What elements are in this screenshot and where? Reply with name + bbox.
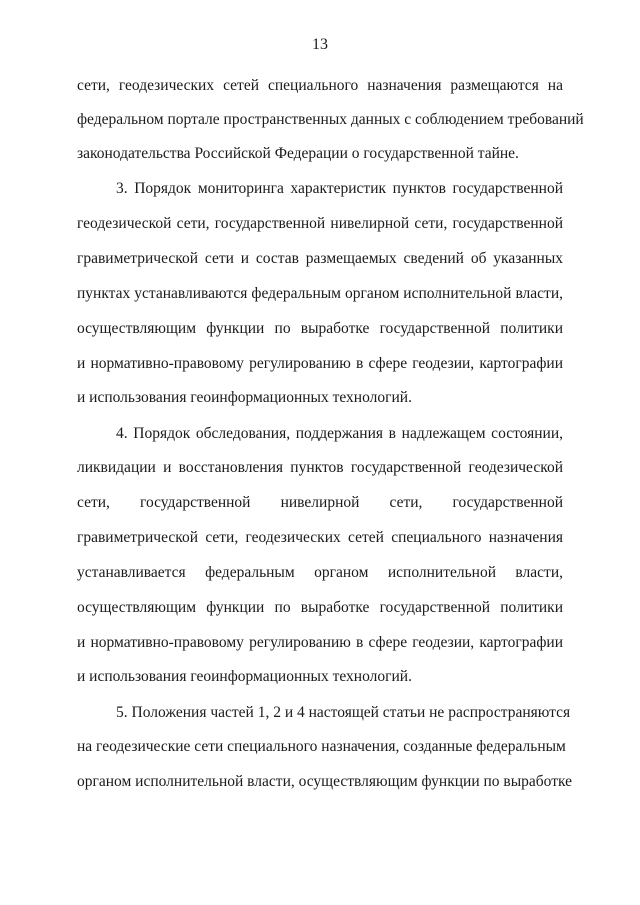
text-line: 5. Положения частей 1, 2 и 4 настоящей статьи не распространяются	[116, 704, 571, 721]
text-line: пунктах устанавливаются федеральным органом исполнительной власти,	[77, 285, 563, 302]
page-number: 13	[312, 36, 328, 53]
text-line: 4. Порядок обследования, поддержания в надлежащем состоянии,	[116, 425, 563, 442]
text-line: гравиметрической сети и состав размещаемых сведений об указанных	[77, 250, 563, 267]
text-line: законодательства Российской Федерации о государственной тайне.	[77, 145, 519, 162]
text-line: 3. Порядок мониторинга характеристик пунктов государственной	[116, 180, 563, 197]
text-line: осуществляющим функции по выработке государственной политики	[77, 320, 563, 337]
text-line: и нормативно-правовому регулированию в сфере геодезии, картографии	[77, 634, 563, 651]
text-line: федеральном портале пространственных данных с соблюдением требований	[77, 111, 584, 128]
text-line: и использования геоинформационных технологий.	[77, 668, 412, 685]
text-line: сети, государственной нивелирной сети, государственной	[77, 494, 563, 511]
text-line: органом исполнительной власти, осуществляющим функции по выработке	[77, 773, 573, 790]
text-line: ликвидации и восстановления пунктов государственной геодезической	[77, 459, 563, 476]
text-line: осуществляющим функции по выработке государственной политики	[77, 599, 563, 616]
text-line: и использования геоинформационных технологий.	[77, 389, 412, 406]
text-line: гравиметрической сети, геодезических сетей специального назначения	[77, 529, 563, 546]
text-line: устанавливается федеральным органом исполнительной власти,	[77, 564, 563, 581]
text-line: на геодезические сети специального назначения, созданные федеральным	[77, 738, 566, 755]
text-line: и нормативно-правовому регулированию в сфере геодезии, картографии	[77, 355, 563, 372]
text-line: геодезической сети, государственной нивелирной сети, государственной	[77, 215, 563, 232]
text-line: сети, геодезических сетей специального назначения размещаются на	[77, 77, 563, 94]
